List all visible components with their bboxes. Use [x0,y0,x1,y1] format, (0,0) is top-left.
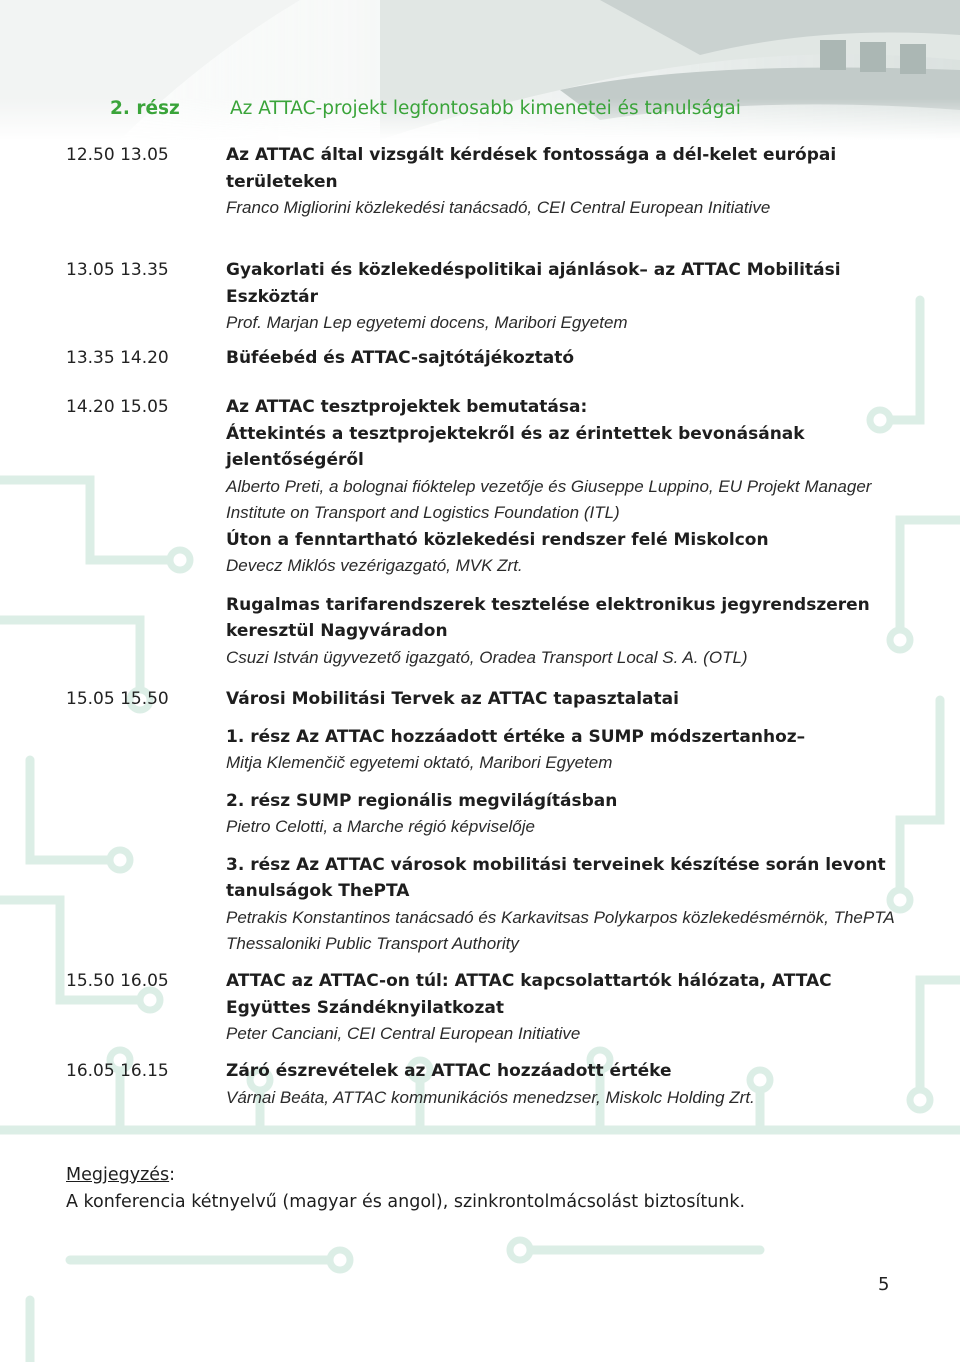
session-time: 13.35 14.20 [66,348,169,368]
session-body [226,345,916,372]
session-title: Az ATTAC által vizsgált kérdések fontossága a dél-kelet európai területeken [226,145,837,192]
session-title: Záró észrevételek az ATTAC hozzáadott értéke [226,1061,672,1081]
part-speaker: Mitja Klemenčič egyetemi oktató, Maribori Egyetem [226,753,613,772]
part-title: 2. rész SUMP regionális megvilágításban [226,790,618,811]
session-body [226,394,916,671]
section-title: Az ATTAC-projekt legfontosabb kimenetei és tanulságai [230,98,741,119]
session-title: Gyakorlati és közlekedéspolitikai ajánlások– az ATTAC Mobilitási Eszköztár [226,260,841,307]
part-title: 3. rész Az ATTAC városok mobilitási terveinek készítése során levont tanulságok ThePTA [226,854,886,901]
session-title: ATTAC az ATTAC-on túl: ATTAC kapcsolattartók hálózata, ATTAC Együttes Szándéknyilatkozat [226,971,832,1018]
session-title: Büféebéd és ATTAC-sajtótájékoztató [226,348,575,368]
session-body [226,257,916,337]
session-title: Az ATTAC tesztprojektek bemutatása: [226,397,588,417]
section-part: 2. rész [110,98,180,119]
part-speaker: Petrakis Konstantinos tanácsadó és Karkavitsas Polykarpos közlekedésmérnök, ThePTA Thessaloniki Public Transport Authority [226,907,895,953]
subtalk-speaker: Devecz Miklós vezérigazgató, MVK Zrt. [226,556,523,575]
session-body [226,686,916,958]
session-speaker: Várnai Beáta, ATTAC kommunikációs menedzser, Miskolc Holding Zrt. [226,1087,755,1107]
note-text: A konferencia kétnyelvű (magyar és angol), szinkrontolmácsolást biztosítunk. [66,1192,746,1212]
session-body [226,142,916,222]
session-speaker: Franco Migliorini közlekedési tanácsadó, CEI Central European Initiative [226,198,771,217]
session-body [226,1058,916,1111]
session-time: 15.50 16.05 [66,971,169,991]
subtalk-title: Áttekintés a tesztprojektekről és az érintettek bevonásának jelentőségéről [226,423,805,470]
note-block [66,1162,926,1216]
session-speaker: Peter Canciani, CEI Central European Initiative [226,1024,581,1043]
subtalk-title: Úton a fenntartható közlekedési rendszer felé Miskolcon [226,529,769,550]
part-speaker: Pietro Celotti, a Marche régió képviselője [226,817,535,836]
subtalk-title: Rugalmas tarifarendszerek tesztelése elektronikus jegyrendszeren keresztül Nagyváradon [226,594,870,641]
section-header [0,98,960,128]
session-time: 14.20 15.05 [66,397,169,417]
note-label: Megjegyzés [66,1165,170,1185]
subtalk-speaker: Csuzi István ügyvezető igazgató, Oradea Transport Local S. A. (OTL) [226,647,748,667]
subtalk-speaker: Alberto Preti, a bolognai fióktelep vezetője és Giuseppe Luppino, EU Projekt Manager Institute on Transport and Logistics Foundation (ITL) [226,476,872,522]
page-number: 5 [878,1274,890,1295]
session-time: 16.05 16.15 [66,1061,169,1081]
session-time: 15.05 15.50 [66,689,169,709]
part-title: 1. rész Az ATTAC hozzáadott értéke a SUMP módszertanhoz– [226,726,806,747]
session-title: Városi Mobilitási Tervek az ATTAC tapasztalatai [226,689,679,709]
session-time: 12.50 13.05 [66,145,169,165]
session-speaker: Prof. Marjan Lep egyetemi docens, Maribori Egyetem [226,313,628,332]
session-body [226,968,916,1048]
session-time: 13.05 13.35 [66,260,169,280]
note-colon: : [169,1165,176,1185]
